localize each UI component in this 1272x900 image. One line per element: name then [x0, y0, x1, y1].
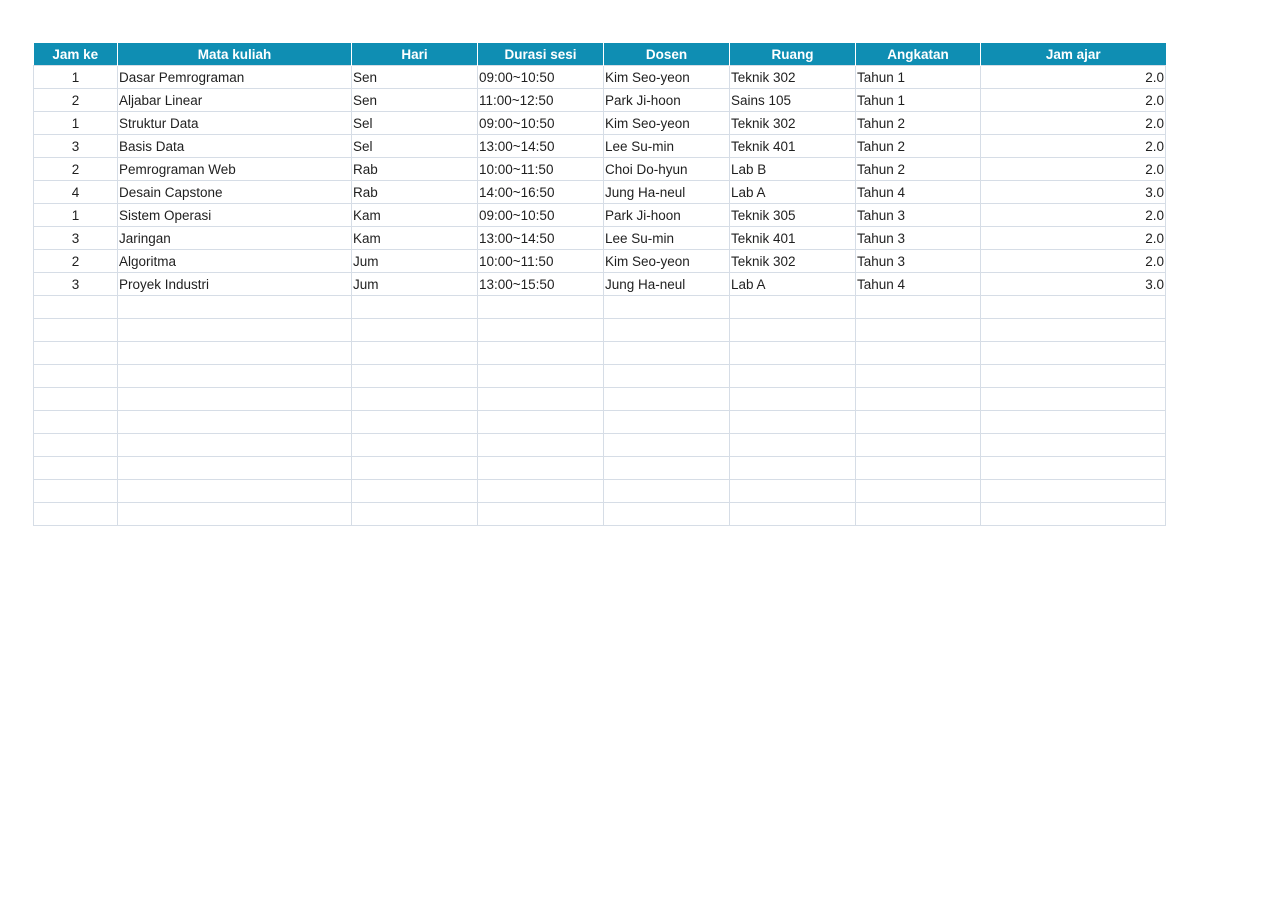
cell-durasi-sesi[interactable]: 14:00~16:50 [478, 181, 604, 204]
table-row [34, 135, 1166, 158]
empty-cell[interactable] [352, 457, 478, 480]
empty-cell[interactable] [118, 342, 352, 365]
empty-cell[interactable] [352, 503, 478, 526]
empty-cell[interactable] [118, 319, 352, 342]
cell-ruang[interactable]: Teknik 302 [730, 66, 856, 89]
empty-cell[interactable] [856, 319, 981, 342]
cell-angkatan[interactable]: Tahun 4 [856, 273, 981, 296]
empty-cell[interactable] [34, 296, 118, 319]
cell-mata-kuliah[interactable]: Algoritma [118, 250, 352, 273]
cell-hari[interactable]: Jum [352, 250, 478, 273]
empty-cell[interactable] [604, 480, 730, 503]
empty-cell[interactable] [856, 411, 981, 434]
cell-ruang[interactable]: Lab A [730, 181, 856, 204]
empty-cell[interactable] [856, 480, 981, 503]
cell-jam-ke[interactable]: 2 [34, 158, 118, 181]
empty-cell[interactable] [604, 388, 730, 411]
empty-cell[interactable] [478, 342, 604, 365]
cell-jam-ke[interactable]: 1 [34, 112, 118, 135]
cell-jam-ajar[interactable]: 2.0 [981, 112, 1166, 135]
empty-cell[interactable] [478, 503, 604, 526]
cell-jam-ajar[interactable]: 2.0 [981, 158, 1166, 181]
empty-cell[interactable] [981, 342, 1166, 365]
empty-cell[interactable] [478, 411, 604, 434]
cell-jam-ajar[interactable]: 2.0 [981, 66, 1166, 89]
empty-cell[interactable] [478, 365, 604, 388]
cell-jam-ke[interactable]: 4 [34, 181, 118, 204]
cell-dosen[interactable]: Kim Seo-yeon [604, 66, 730, 89]
empty-cell[interactable] [478, 434, 604, 457]
empty-cell[interactable] [856, 365, 981, 388]
empty-row [34, 319, 1166, 342]
cell-ruang[interactable]: Teknik 401 [730, 135, 856, 158]
cell-jam-ke[interactable]: 1 [34, 204, 118, 227]
cell-jam-ajar[interactable]: 3.0 [981, 181, 1166, 204]
empty-row [34, 434, 1166, 457]
header-angkatan[interactable]: Angkatan [856, 43, 981, 66]
empty-cell[interactable] [34, 365, 118, 388]
empty-cell[interactable] [604, 296, 730, 319]
cell-dosen[interactable]: Jung Ha-neul [604, 273, 730, 296]
cell-angkatan[interactable]: Tahun 1 [856, 66, 981, 89]
empty-cell[interactable] [730, 319, 856, 342]
empty-row [34, 411, 1166, 434]
empty-cell[interactable] [981, 296, 1166, 319]
empty-cell[interactable] [604, 503, 730, 526]
header-dosen[interactable]: Dosen [604, 43, 730, 66]
empty-cell[interactable] [34, 342, 118, 365]
cell-ruang[interactable]: Sains 105 [730, 89, 856, 112]
cell-angkatan[interactable]: Tahun 2 [856, 112, 981, 135]
header-jam-ke[interactable]: Jam ke [34, 43, 118, 66]
empty-cell[interactable] [856, 457, 981, 480]
cell-ruang[interactable]: Lab A [730, 273, 856, 296]
cell-jam-ke[interactable]: 3 [34, 135, 118, 158]
cell-durasi-sesi[interactable]: 09:00~10:50 [478, 66, 604, 89]
empty-cell[interactable] [981, 480, 1166, 503]
schedule-table [33, 43, 1166, 526]
cell-dosen[interactable]: Choi Do-hyun [604, 158, 730, 181]
empty-cell[interactable] [981, 411, 1166, 434]
cell-hari[interactable]: Sel [352, 135, 478, 158]
table-row [34, 273, 1166, 296]
cell-dosen[interactable]: Lee Su-min [604, 227, 730, 250]
empty-cell[interactable] [34, 434, 118, 457]
cell-dosen[interactable]: Kim Seo-yeon [604, 112, 730, 135]
empty-cell[interactable] [478, 480, 604, 503]
empty-cell[interactable] [352, 388, 478, 411]
cell-jam-ajar[interactable]: 2.0 [981, 89, 1166, 112]
empty-cell[interactable] [118, 365, 352, 388]
empty-cell[interactable] [34, 388, 118, 411]
empty-cell[interactable] [118, 296, 352, 319]
header-ruang[interactable]: Ruang [730, 43, 856, 66]
empty-cell[interactable] [604, 342, 730, 365]
cell-mata-kuliah[interactable]: Basis Data [118, 135, 352, 158]
cell-dosen[interactable]: Lee Su-min [604, 135, 730, 158]
cell-jam-ajar[interactable]: 2.0 [981, 250, 1166, 273]
cell-angkatan[interactable]: Tahun 1 [856, 89, 981, 112]
empty-cell[interactable] [730, 480, 856, 503]
empty-cell[interactable] [352, 434, 478, 457]
cell-durasi-sesi[interactable]: 13:00~14:50 [478, 135, 604, 158]
cell-angkatan[interactable]: Tahun 2 [856, 158, 981, 181]
schedule-sheet [33, 43, 1166, 526]
cell-ruang[interactable]: Teknik 401 [730, 227, 856, 250]
cell-jam-ajar[interactable]: 2.0 [981, 204, 1166, 227]
empty-cell[interactable] [604, 365, 730, 388]
cell-angkatan[interactable]: Tahun 3 [856, 227, 981, 250]
table-row [34, 66, 1166, 89]
empty-cell[interactable] [604, 411, 730, 434]
empty-cell[interactable] [34, 319, 118, 342]
empty-cell[interactable] [856, 388, 981, 411]
empty-cell[interactable] [604, 434, 730, 457]
table-row [34, 250, 1166, 273]
cell-dosen[interactable]: Jung Ha-neul [604, 181, 730, 204]
header-hari[interactable]: Hari [352, 43, 478, 66]
cell-hari[interactable]: Rab [352, 158, 478, 181]
cell-mata-kuliah[interactable]: Proyek Industri [118, 273, 352, 296]
empty-cell[interactable] [352, 342, 478, 365]
cell-angkatan[interactable]: Tahun 3 [856, 250, 981, 273]
empty-row [34, 365, 1166, 388]
empty-cell[interactable] [856, 434, 981, 457]
empty-cell[interactable] [856, 503, 981, 526]
cell-jam-ke[interactable]: 3 [34, 227, 118, 250]
cell-jam-ke[interactable]: 2 [34, 89, 118, 112]
empty-cell[interactable] [730, 434, 856, 457]
empty-cell[interactable] [34, 480, 118, 503]
table-row [34, 227, 1166, 250]
cell-mata-kuliah[interactable]: Desain Capstone [118, 181, 352, 204]
cell-ruang[interactable]: Lab B [730, 158, 856, 181]
empty-cell[interactable] [856, 296, 981, 319]
cell-durasi-sesi[interactable]: 13:00~14:50 [478, 227, 604, 250]
header-mata-kuliah[interactable]: Mata kuliah [118, 43, 352, 66]
empty-cell[interactable] [352, 319, 478, 342]
empty-cell[interactable] [981, 388, 1166, 411]
cell-durasi-sesi[interactable]: 13:00~15:50 [478, 273, 604, 296]
empty-cell[interactable] [730, 388, 856, 411]
empty-cell[interactable] [478, 457, 604, 480]
table-row [34, 112, 1166, 135]
cell-jam-ke[interactable]: 2 [34, 250, 118, 273]
cell-mata-kuliah[interactable]: Dasar Pemrograman [118, 66, 352, 89]
empty-cell[interactable] [352, 296, 478, 319]
cell-mata-kuliah[interactable]: Sistem Operasi [118, 204, 352, 227]
empty-row [34, 296, 1166, 319]
empty-cell[interactable] [34, 503, 118, 526]
table-row [34, 158, 1166, 181]
table-row [34, 181, 1166, 204]
cell-mata-kuliah[interactable]: Jaringan [118, 227, 352, 250]
empty-cell[interactable] [856, 342, 981, 365]
empty-cell[interactable] [352, 365, 478, 388]
cell-jam-ajar[interactable]: 2.0 [981, 227, 1166, 250]
header-row [34, 43, 1166, 66]
cell-hari[interactable]: Rab [352, 181, 478, 204]
header-jam-ajar[interactable]: Jam ajar [981, 43, 1166, 66]
cell-jam-ajar[interactable]: 3.0 [981, 273, 1166, 296]
cell-durasi-sesi[interactable]: 09:00~10:50 [478, 112, 604, 135]
empty-cell[interactable] [118, 411, 352, 434]
empty-cell[interactable] [730, 457, 856, 480]
empty-cell[interactable] [730, 411, 856, 434]
empty-cell[interactable] [981, 365, 1166, 388]
cell-dosen[interactable]: Kim Seo-yeon [604, 250, 730, 273]
empty-cell[interactable] [118, 503, 352, 526]
empty-cell[interactable] [478, 296, 604, 319]
empty-cell[interactable] [478, 388, 604, 411]
cell-mata-kuliah[interactable]: Struktur Data [118, 112, 352, 135]
empty-cell[interactable] [981, 319, 1166, 342]
empty-cell[interactable] [730, 296, 856, 319]
table-row [34, 204, 1166, 227]
empty-cell[interactable] [118, 457, 352, 480]
empty-row [34, 388, 1166, 411]
cell-hari[interactable]: Jum [352, 273, 478, 296]
cell-hari[interactable]: Kam [352, 227, 478, 250]
table-row [34, 89, 1166, 112]
cell-mata-kuliah[interactable]: Aljabar Linear [118, 89, 352, 112]
cell-hari[interactable]: Sel [352, 112, 478, 135]
cell-hari[interactable]: Sen [352, 89, 478, 112]
empty-cell[interactable] [352, 411, 478, 434]
empty-cell[interactable] [730, 342, 856, 365]
cell-jam-ke[interactable]: 3 [34, 273, 118, 296]
cell-angkatan[interactable]: Tahun 4 [856, 181, 981, 204]
header-durasi-sesi[interactable]: Durasi sesi [478, 43, 604, 66]
empty-cell[interactable] [118, 388, 352, 411]
cell-jam-ajar[interactable]: 2.0 [981, 135, 1166, 158]
empty-cell[interactable] [34, 457, 118, 480]
empty-row [34, 342, 1166, 365]
cell-angkatan[interactable]: Tahun 3 [856, 204, 981, 227]
empty-row [34, 457, 1166, 480]
empty-cell[interactable] [981, 503, 1166, 526]
cell-durasi-sesi[interactable]: 10:00~11:50 [478, 158, 604, 181]
cell-durasi-sesi[interactable]: 11:00~12:50 [478, 89, 604, 112]
empty-row [34, 503, 1166, 526]
empty-cell[interactable] [981, 457, 1166, 480]
cell-durasi-sesi[interactable]: 09:00~10:50 [478, 204, 604, 227]
cell-hari[interactable]: Sen [352, 66, 478, 89]
empty-cell[interactable] [981, 434, 1166, 457]
empty-cell[interactable] [34, 411, 118, 434]
empty-cell[interactable] [118, 480, 352, 503]
cell-hari[interactable]: Kam [352, 204, 478, 227]
empty-cell[interactable] [478, 319, 604, 342]
empty-row [34, 480, 1166, 503]
empty-cell[interactable] [118, 434, 352, 457]
empty-cell[interactable] [604, 319, 730, 342]
cell-dosen[interactable]: Park Ji-hoon [604, 89, 730, 112]
empty-cell[interactable] [730, 365, 856, 388]
cell-mata-kuliah[interactable]: Pemrograman Web [118, 158, 352, 181]
cell-angkatan[interactable]: Tahun 2 [856, 135, 981, 158]
cell-dosen[interactable]: Park Ji-hoon [604, 204, 730, 227]
cell-ruang[interactable]: Teknik 302 [730, 250, 856, 273]
cell-ruang[interactable]: Teknik 302 [730, 112, 856, 135]
empty-cell[interactable] [604, 457, 730, 480]
cell-ruang[interactable]: Teknik 305 [730, 204, 856, 227]
cell-jam-ke[interactable]: 1 [34, 66, 118, 89]
empty-cell[interactable] [730, 503, 856, 526]
cell-durasi-sesi[interactable]: 10:00~11:50 [478, 250, 604, 273]
empty-cell[interactable] [352, 480, 478, 503]
